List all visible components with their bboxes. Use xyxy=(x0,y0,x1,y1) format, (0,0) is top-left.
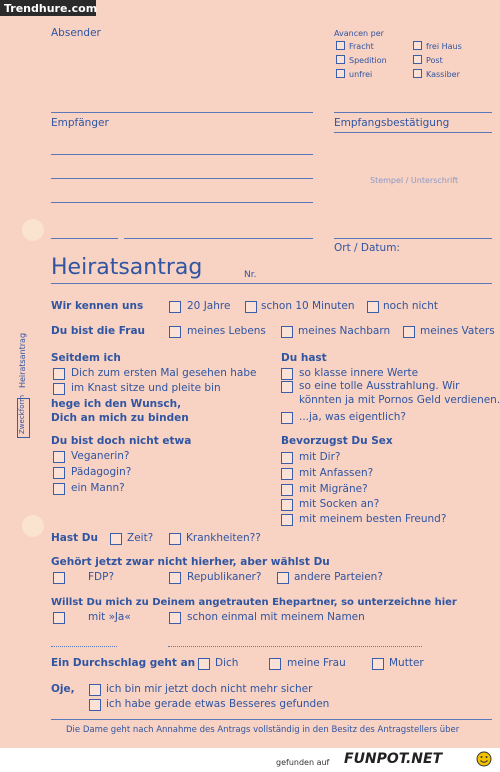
q4-checkbox[interactable] xyxy=(281,412,293,424)
q10-checkbox[interactable] xyxy=(198,658,210,670)
q8-label: Gehört jetzt zwar nicht hierher, aber wählst Du xyxy=(51,556,330,568)
footer-note: Die Dame geht nach Annahme des Antrags vollständig in den Besitz des Antragstellers über xyxy=(66,725,460,735)
q3-conclusion: hege ich den Wunsch, xyxy=(51,398,182,410)
signature-line[interactable] xyxy=(51,646,117,647)
q10-option: Mutter xyxy=(389,657,424,669)
q1-option: 20 Jahre xyxy=(187,300,231,312)
stamp-line xyxy=(334,238,492,239)
shipping-option: frei Haus xyxy=(426,42,462,51)
recipient-line xyxy=(51,154,313,155)
q9-option: mit »Ja« xyxy=(88,611,131,623)
watermark-bottom-prefix: gefunden auf xyxy=(276,758,330,767)
q3-checkbox[interactable] xyxy=(53,368,65,380)
q8-option: FDP? xyxy=(88,571,115,583)
receipt-label: Empfangsbestätigung xyxy=(334,117,450,129)
q4-checkbox[interactable] xyxy=(281,381,293,393)
recipient-line xyxy=(51,238,118,239)
q3-conclusion: Dich an mich zu binden xyxy=(51,412,189,424)
q9-option: schon einmal mit meinem Namen xyxy=(187,611,365,623)
watermark-bottom xyxy=(0,748,500,772)
recipient-line xyxy=(51,178,313,179)
q7-option: Zeit? xyxy=(127,532,154,544)
q9-label: Willst Du mich zu Deinem angetrauten Ehepartner, so unterzeichne hier xyxy=(51,597,457,608)
q6-option: mit Migräne? xyxy=(299,483,368,495)
q8-checkbox[interactable] xyxy=(53,572,65,584)
q7-option: Krankheiten?? xyxy=(186,532,261,544)
q1-checkbox[interactable] xyxy=(169,301,181,313)
q5-checkbox[interactable] xyxy=(53,451,65,463)
q5-option: Veganerin? xyxy=(71,450,130,462)
q4-option: so eine tolle Ausstrahlung. Wir xyxy=(299,380,460,392)
form-title: Heiratsantrag xyxy=(51,255,203,280)
q5-label: Du bist doch nicht etwa xyxy=(51,435,192,447)
q6-label: Bevorzugst Du Sex xyxy=(281,435,393,447)
shipping-option: Spedition xyxy=(349,56,387,65)
q6-option: mit Anfassen? xyxy=(299,467,374,479)
q2-option: meines Vaters xyxy=(420,325,495,337)
recipient-label: Empfänger xyxy=(51,117,109,129)
q6-checkbox[interactable] xyxy=(281,499,293,511)
q6-checkbox[interactable] xyxy=(281,484,293,496)
recipient-line xyxy=(124,238,313,239)
q1-checkbox[interactable] xyxy=(367,301,379,313)
shipping-option: Post xyxy=(426,56,443,65)
q4-option: so klasse innere Werte xyxy=(299,367,419,379)
q7-checkbox[interactable] xyxy=(110,533,122,545)
q3-checkbox[interactable] xyxy=(53,383,65,395)
punch-hole-bottom xyxy=(22,515,44,537)
q1-label: Wir kennen uns xyxy=(51,300,144,312)
q3-option: Dich zum ersten Mal gesehen habe xyxy=(71,367,257,379)
q5-checkbox[interactable] xyxy=(53,467,65,479)
shipping-line xyxy=(334,112,492,113)
q6-option: mit Dir? xyxy=(299,451,341,463)
watermark-top-text: Trendhure.com xyxy=(4,2,98,15)
shipping-checkbox[interactable] xyxy=(413,69,422,78)
q2-option: meines Nachbarn xyxy=(298,325,391,337)
q1-option: schon 10 Minuten xyxy=(261,300,355,312)
q4-label: Du hast xyxy=(281,352,327,364)
q6-checkbox[interactable] xyxy=(281,452,293,464)
spine-label: Heiratsantrag xyxy=(18,332,27,388)
q5-option: ein Mann? xyxy=(71,482,125,494)
place-date-label: Ort / Datum: xyxy=(334,242,400,254)
q2-checkbox[interactable] xyxy=(281,326,293,338)
q1-option: noch nicht xyxy=(383,300,438,312)
q7-checkbox[interactable] xyxy=(169,533,181,545)
q6-checkbox[interactable] xyxy=(281,514,293,526)
shipping-checkbox[interactable] xyxy=(336,69,345,78)
q6-checkbox[interactable] xyxy=(281,468,293,480)
spine-brand: Zweckform xyxy=(18,394,26,434)
q4-option: ...ja, was eigentlich? xyxy=(299,411,406,423)
q8-checkbox[interactable] xyxy=(277,572,289,584)
q10-option: Dich xyxy=(215,657,239,669)
q11-option: ich habe gerade etwas Besseres gefunden xyxy=(106,698,330,710)
q11-option: ich bin mir jetzt doch nicht mehr sicher xyxy=(106,683,313,695)
q4-continuation: könnten ja mit Pornos Geld verdienen. xyxy=(299,394,500,406)
title-line xyxy=(51,283,492,284)
punch-hole-top xyxy=(22,219,44,241)
q8-option: Republikaner? xyxy=(187,571,262,583)
q1-checkbox[interactable] xyxy=(245,301,257,313)
q6-option: mit Socken an? xyxy=(299,498,380,510)
footer-line xyxy=(51,719,492,720)
q11-checkbox[interactable] xyxy=(89,684,101,696)
shipping-title: Avancen per xyxy=(334,29,384,38)
q2-checkbox[interactable] xyxy=(403,326,415,338)
q8-option: andere Parteien? xyxy=(294,571,383,583)
shipping-checkbox[interactable] xyxy=(336,55,345,64)
watermark-top xyxy=(0,0,96,16)
shipping-option: Fracht xyxy=(349,42,374,51)
q4-checkbox[interactable] xyxy=(281,368,293,380)
recipient-line xyxy=(51,202,313,203)
funpot-smiley-icon xyxy=(476,751,492,767)
sender-line xyxy=(51,112,313,113)
q2-checkbox[interactable] xyxy=(169,326,181,338)
q2-label: Du bist die Frau xyxy=(51,325,146,337)
number-label: Nr. xyxy=(244,270,257,280)
shipping-option: unfrei xyxy=(349,70,373,79)
q11-label: Oje, xyxy=(51,683,75,695)
q8-checkbox[interactable] xyxy=(169,572,181,584)
shipping-checkbox[interactable] xyxy=(336,41,345,50)
q2-option: meines Lebens xyxy=(187,325,266,337)
stamp-label: Stempel / Unterschrift xyxy=(370,176,459,185)
q5-checkbox[interactable] xyxy=(53,483,65,495)
q10-checkbox[interactable] xyxy=(269,658,281,670)
q10-checkbox[interactable] xyxy=(372,658,384,670)
q6-option: mit meinem besten Freund? xyxy=(299,513,447,525)
shipping-option: Kassiber xyxy=(426,70,460,79)
q9-checkbox[interactable] xyxy=(53,612,65,624)
signature-line[interactable] xyxy=(168,646,422,647)
q11-checkbox[interactable] xyxy=(89,699,101,711)
q7-label: Hast Du xyxy=(51,532,98,544)
q3-option: im Knast sitze und pleite bin xyxy=(71,382,221,394)
funpot-logo: FUNPOT.NET xyxy=(344,751,443,767)
q10-label: Ein Durchschlag geht an xyxy=(51,657,196,669)
q10-option: meine Frau xyxy=(287,657,346,669)
q5-option: Pädagogin? xyxy=(71,466,132,478)
receipt-line xyxy=(334,132,492,133)
shipping-checkbox[interactable] xyxy=(413,55,422,64)
q3-label: Seitdem ich xyxy=(51,352,121,364)
sender-label: Absender xyxy=(51,27,101,39)
q9-checkbox[interactable] xyxy=(169,612,181,624)
shipping-checkbox[interactable] xyxy=(413,41,422,50)
